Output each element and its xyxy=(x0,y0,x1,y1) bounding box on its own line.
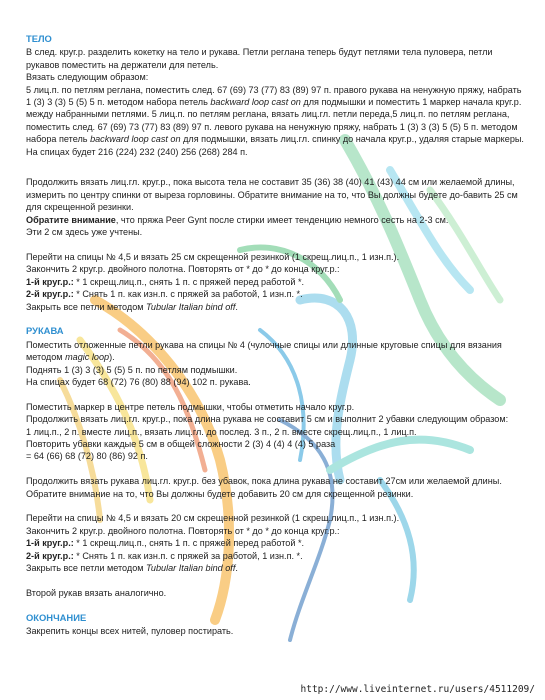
text-italic: Tubular Italian bind off xyxy=(146,562,236,573)
section-heading-finishing: ОКОНЧАНИЕ xyxy=(26,611,87,623)
text-italic: magic loop xyxy=(65,352,110,363)
text: * Снять 1 п. как изн.п. с пряжей за работой, 1 изн.п. *. xyxy=(73,550,303,561)
paragraph: На спицах будет 68 (72) 76 (80) 88 (94) 102 п. рукава. xyxy=(26,376,251,387)
paragraph: Продолжить вязать лиц.гл. круг.р., пока длина рукава не составит 5 см и выполнит 2 убавки следующим образом: xyxy=(26,414,509,425)
paragraph: Закрепить концы всех нитей, пуловер постирать. xyxy=(26,625,234,636)
paragraph: = 64 (66) 68 (72) 80 (86) 92 п. xyxy=(26,451,148,462)
paragraph: Второй рукав вязать аналогично. xyxy=(26,587,167,598)
paragraph: Поместить маркер в центре петель подмышки, чтобы отметить начало круг.р. xyxy=(26,401,355,412)
paragraph xyxy=(26,339,526,364)
text: для подмышки, вязать лиц.гл. спинку до начала круг.р., удаляя старые маркеры. xyxy=(180,134,524,145)
paragraph: В след. круг.р. разделить кокетку на тело и рукава. Петли реглана теперь будут петлями тела пуловера, петли рукавов поместить на держатели для петель. xyxy=(26,47,493,70)
text: . xyxy=(235,301,238,312)
text: 5 лиц.п. по петлям реглана, поместить след. 67 (69) 73 (77) 83 (89) 97 п. правого рукава на ненужную пряжу, набрать 1 (3) 3 (3) 5 (5) 5 п. методом набора петель xyxy=(26,84,522,108)
paragraph: Продолжить вязать лиц.гл. круг.р., пока высота тела не составит 35 (36) 38 (40) 41 (43) 44 см или желаемой длины, измерить по центру спинки от выреза горловины. Обратите внимание на то, что Вы должны будете до-бавить 25 см для скрещенной резинки. xyxy=(26,177,518,213)
paragraph xyxy=(26,84,526,146)
round-1 xyxy=(26,537,526,549)
paragraph: На спицах будет 216 (224) 232 (240) 256 (268) 284 п. xyxy=(26,146,248,157)
text: * Снять 1 п. как изн.п. с пряжей за работой, 1 изн.п. *. xyxy=(73,289,303,300)
round-2 xyxy=(26,550,526,562)
text: Поместить отложенные петли рукава на спицы № 4 (чулочные спицы или длинные круговые спицы для вязания методом xyxy=(26,339,502,363)
paragraph: 1 лиц.п., 2 п. вместе лиц.п., вязать лиц.гл. до послед. 3 п., 2 п. вместе скрещ.лиц.п., 1 лиц.п. xyxy=(26,426,417,437)
paragraph: Закончить 2 круг.р. двойного полотна. Повторять от * до * до конца круг.р.: xyxy=(26,264,340,275)
text: * 1 скрещ.лиц.п., снять 1 п. с пряжей перед работой *. xyxy=(73,538,305,549)
round-1 xyxy=(26,276,526,288)
paragraph xyxy=(26,214,526,226)
paragraph xyxy=(26,562,526,574)
text-bold: Обратите внимание xyxy=(26,214,116,225)
text-bold: 2-й круг.р.: xyxy=(26,550,74,561)
paragraph: Перейти на спицы № 4,5 и вязать 20 см скрещенной резинкой (1 скрещ.лиц.п., 1 изн.п.). xyxy=(26,513,400,524)
paragraph: Поднять 1 (3) 3 (3) 5 (5) 5 п. по петлям подмышки. xyxy=(26,364,238,375)
source-url: http://www.liveinternet.ru/users/4511209/ xyxy=(300,684,535,695)
text-italic: backward loop cast on xyxy=(210,97,301,108)
paragraph xyxy=(26,301,526,313)
paragraph: Закончить 2 круг.р. двойного полотна. Повторять от * до * до конца круг.р.: xyxy=(26,525,340,536)
text-bold: 1-й круг.р.: xyxy=(26,538,74,549)
paragraph: Продолжить вязать рукава лиц.гл. круг.р. без убавок, пока длина рукава не составит 27см или желаемой длины. xyxy=(26,476,502,487)
paragraph: Обратите внимание на то, что Вы должны будете добавить 20 см для скрещенной резинки. xyxy=(26,488,414,499)
text-italic: Tubular Italian bind off xyxy=(146,301,236,312)
text: для подмышки и поместить 1 маркер начала круг.р. между набранными петлями. 5 лиц.п. по петлям реглана, вязать лиц.гл. петли переда,5 лиц.п. по петлям реглана, поместить след. 67 (69) 73 (77) 83 (89) 97 п. левого рукава на ненужную пряжу, набрать 1 (3) 3 (3) 5 (5) 5 п. методом набора петель xyxy=(26,97,522,145)
text: ). xyxy=(109,352,115,363)
paragraph: Эти 2 см здесь уже учтены. xyxy=(26,227,143,238)
text: Закрыть все петли методом xyxy=(26,562,147,573)
text: Закрыть все петли методом xyxy=(26,301,147,312)
text-bold: 2-й круг.р.: xyxy=(26,289,74,300)
paragraph: Перейти на спицы № 4,5 и вязать 25 см скрещенной резинкой (1 скрещ.лиц.п., 1 изн.п.). xyxy=(26,251,400,262)
round-2 xyxy=(26,288,526,300)
text-italic: backward loop cast on xyxy=(90,134,181,145)
text: * 1 скрещ.лиц.п., снять 1 п. с пряжей перед работой *. xyxy=(73,276,305,287)
text: , что пряжа Peer Gynt после стирки имеет тенденцию немного сесть на 2-3 см. xyxy=(115,214,449,225)
text-bold: 1-й круг.р.: xyxy=(26,276,74,287)
document-body xyxy=(26,33,526,637)
paragraph: Вязать следующим образом: xyxy=(26,72,149,83)
section-heading-body: ТЕЛО xyxy=(26,33,52,44)
paragraph: Повторить убавки каждые 5 см в общей сложности 2 (3) 4 (4) 4 (4) 5 раза xyxy=(26,438,336,449)
text: . xyxy=(235,562,238,573)
section-heading-sleeves: РУКАВА xyxy=(26,325,64,337)
